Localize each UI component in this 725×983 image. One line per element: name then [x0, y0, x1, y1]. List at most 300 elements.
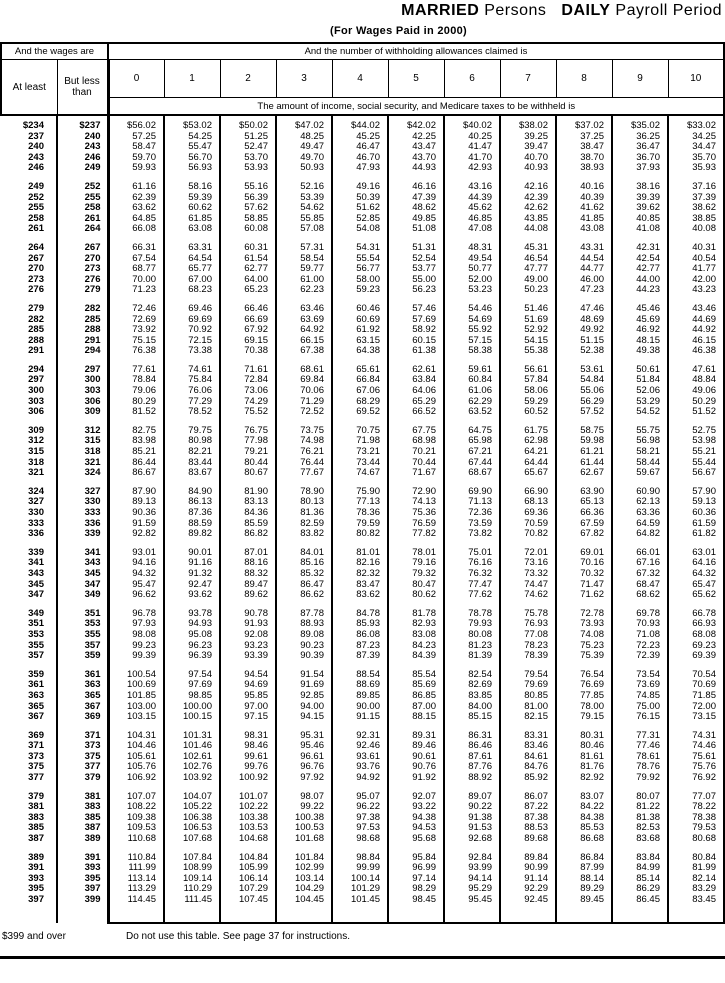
tax-amount-cell: 67.16: [612, 558, 668, 569]
wage-but-less-cell: 255: [57, 193, 108, 204]
tax-amount-cell: $50.02: [220, 121, 276, 132]
tax-amount-cell: 67.06: [332, 386, 388, 397]
tax-amount-cell: 61.16: [108, 182, 164, 193]
wage-but-less-cell: 399: [57, 895, 108, 906]
tax-amount-cell: 86.45: [612, 895, 668, 906]
group-spacer: [1, 845, 724, 853]
tax-amount-cell: 60.46: [332, 304, 388, 315]
tax-amount-cell: 90.00: [332, 702, 388, 713]
tax-amount-cell: 90.99: [500, 863, 556, 874]
wage-but-less-cell: 318: [57, 447, 108, 458]
tax-amount-cell: 89.68: [500, 834, 556, 845]
tax-amount-cell: 84.61: [500, 752, 556, 763]
tax-amount-cell: 89.82: [164, 529, 220, 540]
table-row: [1, 752, 724, 763]
wage-but-less-cell: 270: [57, 254, 108, 265]
tax-amount-cell: 84.99: [612, 863, 668, 874]
tax-amount-cell: 86.84: [556, 853, 612, 864]
table-body: [1, 115, 724, 923]
tax-amount-cell: 73.06: [220, 386, 276, 397]
title-persons: Persons: [479, 2, 547, 19]
tax-amount-cell: 56.39: [220, 193, 276, 204]
tax-amount-cell: 76.38: [108, 346, 164, 357]
tax-amount-cell: 66.08: [108, 224, 164, 235]
table-row: [1, 863, 724, 874]
tax-amount-cell: 96.61: [276, 752, 332, 763]
wage-at-least-cell: $234: [22, 121, 44, 131]
tax-amount-cell: 60.15: [388, 336, 444, 347]
allowance-col-header: 0: [108, 60, 164, 98]
tax-amount-cell: 92.46: [332, 741, 388, 752]
table-row: [1, 519, 724, 530]
tax-amount-cell: 74.13: [388, 497, 444, 508]
tax-amount-cell: 59.29: [500, 397, 556, 408]
tax-amount-cell: 42.93: [444, 163, 500, 174]
tax-amount-cell: 114.45: [108, 895, 164, 906]
wage-at-least-cell: 385: [28, 823, 44, 834]
tax-amount-cell: 47.61: [668, 365, 724, 376]
table-row: [1, 365, 724, 376]
tax-amount-cell: $37.02: [556, 121, 612, 132]
tax-amount-cell: 94.15: [276, 712, 332, 723]
tax-amount-cell: 63.15: [332, 336, 388, 347]
tax-amount-cell: 64.21: [500, 447, 556, 458]
tax-amount-cell: 83.85: [444, 691, 500, 702]
tax-amount-cell: 98.68: [332, 834, 388, 845]
tax-amount-cell: 90.22: [444, 802, 500, 813]
tax-amount-cell: 38.47: [556, 142, 612, 153]
tax-amount-cell: 56.77: [332, 264, 388, 275]
table-row: [1, 132, 724, 143]
tax-amount-cell: 79.16: [388, 558, 444, 569]
tax-amount-cell: 81.99: [668, 863, 724, 874]
table-row: [1, 569, 724, 580]
tax-amount-cell: 109.14: [164, 874, 220, 885]
tax-amount-cell: 69.78: [612, 609, 668, 620]
tax-amount-cell: 78.39: [500, 651, 556, 662]
wage-but-less-cell: 333: [57, 508, 108, 519]
tax-amount-cell: 77.67: [276, 468, 332, 479]
tax-amount-cell: 68.62: [612, 590, 668, 601]
wage-but-less-cell: 395: [57, 874, 108, 885]
tax-amount-cell: 64.85: [108, 214, 164, 225]
tax-amount-cell: 61.06: [444, 386, 500, 397]
table-row: [1, 468, 724, 479]
tax-amount-cell: 85.21: [108, 447, 164, 458]
tax-amount-cell: 94.32: [108, 569, 164, 580]
tax-amount-cell: $38.02: [500, 121, 556, 132]
tax-amount-cell: 83.98: [108, 436, 164, 447]
group-spacer: [1, 662, 724, 670]
tax-amount-cell: 96.39: [164, 651, 220, 662]
tax-amount-cell: 46.85: [444, 214, 500, 225]
wage-but-less-cell: 379: [57, 773, 108, 784]
tax-amount-cell: 93.62: [164, 590, 220, 601]
tax-amount-cell: 78.22: [668, 802, 724, 813]
tax-amount-cell: 46.00: [556, 275, 612, 286]
tax-amount-cell: 57.31: [276, 243, 332, 254]
tax-amount-cell: 39.47: [500, 142, 556, 153]
tax-amount-cell: 44.77: [556, 264, 612, 275]
tax-amount-cell: 58.85: [220, 214, 276, 225]
tax-amount-cell: 55.21: [668, 447, 724, 458]
tax-amount-cell: 79.92: [612, 773, 668, 784]
tax-amount-cell: 78.23: [500, 641, 556, 652]
tax-amount-cell: 51.15: [556, 336, 612, 347]
tax-amount-cell: 58.47: [108, 142, 164, 153]
tax-amount-cell: 84.01: [276, 548, 332, 559]
wage-but-less-cell: 273: [57, 264, 108, 275]
tax-amount-cell: 37.93: [612, 163, 668, 174]
tax-amount-cell: 80.07: [612, 792, 668, 803]
wage-at-least-cell: 267: [28, 253, 44, 264]
wage-but-less-cell: 336: [57, 519, 108, 530]
tax-amount-cell: 86.47: [276, 580, 332, 591]
tax-amount-cell: 66.84: [332, 375, 388, 386]
tax-amount-cell: 92.47: [164, 580, 220, 591]
tax-amount-cell: 64.59: [612, 519, 668, 530]
tax-amount-cell: 47.77: [500, 264, 556, 275]
tax-amount-cell: 110.29: [164, 884, 220, 895]
tax-amount-cell: 99.61: [220, 752, 276, 763]
tax-amount-cell: 44.08: [500, 224, 556, 235]
tax-amount-cell: 91.69: [276, 680, 332, 691]
wage-at-least-cell: 276: [28, 285, 44, 296]
tax-amount-cell: 77.08: [500, 630, 556, 641]
at-least-header: At least: [1, 60, 57, 116]
tax-amount-cell: 68.47: [612, 580, 668, 591]
wage-but-less-cell: 385: [57, 813, 108, 824]
tax-amount-cell: 74.61: [164, 365, 220, 376]
tax-amount-cell: 104.46: [108, 741, 164, 752]
tax-amount-cell: 84.76: [500, 762, 556, 773]
tax-amount-cell: 50.61: [612, 365, 668, 376]
tax-amount-cell: 78.90: [276, 487, 332, 498]
tax-amount-cell: 56.98: [612, 436, 668, 447]
tax-amount-cell: 52.85: [332, 214, 388, 225]
tax-amount-cell: 66.78: [668, 609, 724, 620]
tax-amount-cell: 61.92: [332, 325, 388, 336]
wage-but-less-cell: 357: [57, 641, 108, 652]
allowance-col-header: 10: [668, 60, 724, 98]
tax-amount-cell: 88.93: [276, 619, 332, 630]
wage-at-least-cell: 312: [28, 436, 44, 447]
tax-amount-cell: 90.39: [276, 651, 332, 662]
tax-amount-cell: 113.29: [108, 884, 164, 895]
tax-amount-cell: 103.14: [276, 874, 332, 885]
tax-amount-cell: 85.92: [500, 773, 556, 784]
tax-amount-cell: 76.32: [444, 569, 500, 580]
table-row: [1, 426, 724, 437]
tax-amount-cell: 46.70: [332, 153, 388, 164]
tax-amount-cell: 66.69: [220, 315, 276, 326]
tax-amount-cell: 79.32: [388, 569, 444, 580]
tax-amount-cell: 71.23: [108, 285, 164, 296]
wage-at-least-cell: 309: [28, 425, 44, 436]
tax-amount-cell: 65.47: [668, 580, 724, 591]
tax-amount-cell: 49.38: [612, 346, 668, 357]
tax-amount-cell: 85.53: [556, 823, 612, 834]
wage-but-less-cell: 264: [57, 224, 108, 235]
tax-amount-cell: 105.22: [164, 802, 220, 813]
tax-amount-cell: 74.29: [220, 397, 276, 408]
tax-amount-cell: 69.39: [668, 651, 724, 662]
tax-amount-cell: 100.69: [108, 680, 164, 691]
tax-amount-cell: 93.23: [220, 641, 276, 652]
tax-amount-cell: 84.23: [388, 641, 444, 652]
tax-amount-cell: 54.69: [444, 315, 500, 326]
tax-amount-cell: 45.31: [500, 243, 556, 254]
tax-amount-cell: 94.00: [276, 702, 332, 713]
tax-amount-cell: 82.93: [388, 619, 444, 630]
tax-amount-cell: 75.01: [444, 548, 500, 559]
tax-amount-cell: 53.23: [444, 285, 500, 296]
table-row: [1, 203, 724, 214]
tax-amount-cell: 61.38: [388, 346, 444, 357]
tax-amount-cell: 96.22: [332, 802, 388, 813]
tax-amount-cell: 80.13: [276, 497, 332, 508]
tax-amount-cell: 87.23: [332, 641, 388, 652]
tax-amount-cell: 75.23: [556, 641, 612, 652]
tax-amount-cell: 85.69: [388, 680, 444, 691]
tax-amount-cell: 102.99: [276, 863, 332, 874]
tax-amount-cell: 111.99: [108, 863, 164, 874]
tax-amount-cell: 59.70: [108, 153, 164, 164]
allowance-col-header: 9: [612, 60, 668, 98]
table-row: [1, 447, 724, 458]
tax-amount-cell: 40.93: [500, 163, 556, 174]
amount-header: The amount of income, social security, and Medicare taxes to be withheld is: [108, 98, 724, 116]
tax-amount-cell: 82.75: [108, 426, 164, 437]
tax-amount-cell: 74.85: [612, 691, 668, 702]
tax-amount-cell: 76.21: [276, 447, 332, 458]
wage-but-less-cell: 282: [57, 304, 108, 315]
tax-amount-cell: 51.84: [612, 375, 668, 386]
wage-at-least-cell: 240: [28, 142, 44, 153]
table-row: [1, 487, 724, 498]
tax-amount-cell: 85.15: [444, 712, 500, 723]
wage-at-least-cell: 255: [28, 203, 44, 214]
tax-amount-cell: 66.31: [108, 243, 164, 254]
tax-amount-cell: 45.62: [444, 203, 500, 214]
tax-amount-cell: 43.47: [388, 142, 444, 153]
wage-at-least-cell: 273: [28, 274, 44, 285]
tax-amount-cell: 84.22: [556, 802, 612, 813]
tax-amount-cell: 65.67: [500, 468, 556, 479]
tax-amount-cell: 77.31: [612, 731, 668, 742]
tax-amount-cell: 85.59: [220, 519, 276, 530]
tax-amount-cell: 102.22: [220, 802, 276, 813]
tax-amount-cell: 72.23: [612, 641, 668, 652]
tax-amount-cell: 68.23: [164, 285, 220, 296]
tax-amount-cell: 78.52: [164, 407, 220, 418]
tax-amount-cell: 71.85: [668, 691, 724, 702]
table-row: [1, 762, 724, 773]
wage-at-least-cell: 336: [28, 529, 44, 540]
wage-but-less-cell: 324: [57, 468, 108, 479]
tax-amount-cell: 75.00: [612, 702, 668, 713]
tax-amount-cell: 79.59: [332, 519, 388, 530]
tax-amount-cell: 53.77: [388, 264, 444, 275]
tax-amount-cell: 42.31: [612, 243, 668, 254]
tax-amount-cell: 90.78: [220, 609, 276, 620]
wage-but-less-cell: 381: [57, 792, 108, 803]
tax-amount-cell: 95.07: [332, 792, 388, 803]
tax-amount-cell: 42.25: [388, 132, 444, 143]
tax-amount-cell: 83.82: [276, 529, 332, 540]
tax-amount-cell: 103.15: [108, 712, 164, 723]
tax-amount-cell: 87.36: [164, 508, 220, 519]
tax-amount-cell: 75.90: [332, 487, 388, 498]
table-row: [1, 853, 724, 864]
tax-amount-cell: 34.25: [668, 132, 724, 143]
tax-amount-cell: 104.07: [164, 792, 220, 803]
tax-amount-cell: 91.15: [332, 712, 388, 723]
wage-but-less-cell: 339: [57, 529, 108, 540]
tax-amount-cell: 98.46: [220, 741, 276, 752]
tax-amount-cell: 66.15: [276, 336, 332, 347]
tax-amount-cell: 49.16: [332, 182, 388, 193]
tax-amount-cell: 81.76: [556, 762, 612, 773]
tax-amount-cell: 67.21: [444, 447, 500, 458]
tax-amount-cell: 94.14: [444, 874, 500, 885]
tax-amount-cell: 97.53: [332, 823, 388, 834]
tax-amount-cell: 89.84: [500, 853, 556, 864]
wage-at-least-cell: 353: [28, 629, 44, 640]
tax-amount-cell: 36.25: [612, 132, 668, 143]
wage-at-least-cell: 363: [28, 690, 44, 701]
tax-amount-cell: 55.92: [444, 325, 500, 336]
tax-amount-cell: 54.52: [612, 407, 668, 418]
tax-amount-cell: 65.62: [668, 590, 724, 601]
tax-amount-cell: 44.00: [612, 275, 668, 286]
tax-amount-cell: 73.93: [556, 619, 612, 630]
tax-amount-cell: 69.15: [220, 336, 276, 347]
tax-amount-cell: 104.29: [276, 884, 332, 895]
tax-amount-cell: 97.00: [220, 702, 276, 713]
tax-amount-cell: 80.31: [556, 731, 612, 742]
tax-amount-cell: 64.75: [444, 426, 500, 437]
tax-amount-cell: 89.29: [556, 884, 612, 895]
tax-amount-cell: 85.93: [332, 619, 388, 630]
tax-amount-cell: 76.59: [388, 519, 444, 530]
tax-amount-cell: 87.39: [332, 651, 388, 662]
tax-amount-cell: 40.16: [556, 182, 612, 193]
wage-at-least-cell: 351: [28, 619, 44, 630]
tax-amount-cell: 99.39: [108, 651, 164, 662]
tax-amount-cell: 86.31: [444, 731, 500, 742]
tax-amount-cell: 101.85: [108, 691, 164, 702]
tax-amount-cell: 63.31: [164, 243, 220, 254]
tax-amount-cell: 66.46: [220, 304, 276, 315]
tax-amount-cell: 48.31: [444, 243, 500, 254]
table-row: [1, 702, 724, 713]
tax-amount-cell: 80.67: [220, 468, 276, 479]
tax-amount-cell: 71.98: [332, 436, 388, 447]
tax-amount-cell: 79.69: [500, 680, 556, 691]
tax-amount-cell: 82.92: [556, 773, 612, 784]
tax-amount-cell: 49.70: [276, 153, 332, 164]
tax-amount-cell: 52.75: [668, 426, 724, 437]
tax-amount-cell: 77.82: [388, 529, 444, 540]
tax-amount-cell: 98.85: [164, 691, 220, 702]
tax-amount-cell: 59.23: [332, 285, 388, 296]
tax-amount-cell: 87.78: [276, 609, 332, 620]
tax-amount-cell: 51.08: [388, 224, 444, 235]
tax-amount-cell: 109.53: [108, 823, 164, 834]
tax-amount-cell: 79.15: [556, 712, 612, 723]
tax-amount-cell: 43.16: [444, 182, 500, 193]
tax-amount-cell: 52.00: [444, 275, 500, 286]
tax-amount-cell: 38.93: [556, 163, 612, 174]
group-spacer: [1, 723, 724, 731]
tax-amount-cell: 70.38: [220, 346, 276, 357]
tax-amount-cell: 64.00: [220, 275, 276, 286]
wage-but-less-cell: 309: [57, 407, 108, 418]
tax-amount-cell: 80.08: [444, 630, 500, 641]
tax-amount-cell: 57.52: [556, 407, 612, 418]
tax-amount-cell: 81.22: [612, 802, 668, 813]
tax-amount-cell: 80.44: [220, 458, 276, 469]
table-row: [1, 529, 724, 540]
tax-amount-cell: 70.21: [388, 447, 444, 458]
wage-at-least-cell: 249: [28, 181, 44, 192]
tax-amount-cell: 100.92: [220, 773, 276, 784]
tax-amount-cell: 87.38: [500, 813, 556, 824]
tax-amount-cell: 79.21: [220, 447, 276, 458]
tax-amount-cell: 98.07: [276, 792, 332, 803]
table-row: [1, 691, 724, 702]
tax-amount-cell: 83.84: [612, 853, 668, 864]
tax-amount-cell: 57.62: [220, 203, 276, 214]
title-daily: DAILY: [561, 2, 611, 19]
tax-amount-cell: 52.54: [388, 254, 444, 265]
tax-amount-cell: 67.00: [164, 275, 220, 286]
tax-amount-cell: 82.69: [444, 680, 500, 691]
tax-amount-cell: 69.52: [332, 407, 388, 418]
tax-amount-cell: 67.92: [220, 325, 276, 336]
tax-amount-cell: 81.39: [444, 651, 500, 662]
tax-amount-cell: 91.32: [164, 569, 220, 580]
tax-amount-cell: 100.38: [276, 813, 332, 824]
tax-amount-cell: 70.69: [668, 680, 724, 691]
tax-amount-cell: 53.70: [220, 153, 276, 164]
tax-amount-cell: 98.45: [388, 895, 444, 906]
tax-amount-cell: 80.84: [668, 853, 724, 864]
tax-amount-cell: 78.36: [332, 508, 388, 519]
tax-amount-cell: 63.08: [164, 224, 220, 235]
tax-amount-cell: 67.59: [556, 519, 612, 530]
tax-amount-cell: 63.69: [276, 315, 332, 326]
table-row: [1, 254, 724, 265]
tax-amount-cell: 92.84: [444, 853, 500, 864]
tax-amount-cell: 90.23: [276, 641, 332, 652]
tax-amount-cell: 43.23: [668, 285, 724, 296]
tax-amount-cell: 58.06: [500, 386, 556, 397]
tax-amount-cell: 86.07: [500, 792, 556, 803]
wage-but-less-cell: 327: [57, 487, 108, 498]
tax-amount-cell: 98.29: [388, 884, 444, 895]
tax-amount-cell: 62.77: [220, 264, 276, 275]
tax-amount-cell: 57.15: [444, 336, 500, 347]
tax-amount-cell: 72.90: [388, 487, 444, 498]
tax-amount-cell: 96.78: [108, 609, 164, 620]
tax-amount-cell: 71.29: [276, 397, 332, 408]
wage-at-least-cell: 330: [28, 508, 44, 518]
tax-amount-cell: 95.29: [444, 884, 500, 895]
tax-amount-cell: 69.01: [556, 548, 612, 559]
wage-at-least-cell: 367: [28, 712, 44, 723]
